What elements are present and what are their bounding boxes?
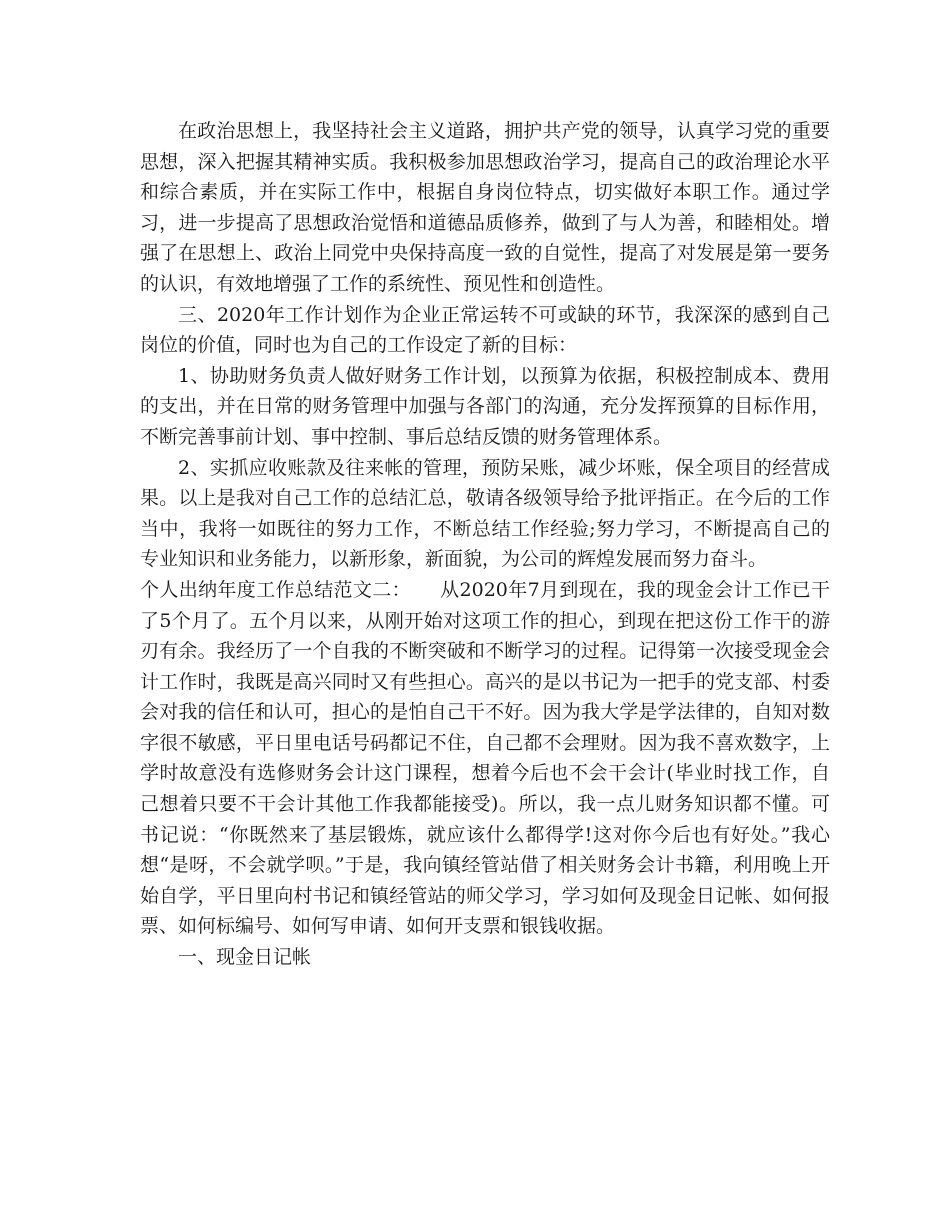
document-body [140,116,830,973]
paragraph-plan-item-2: 2、实抓应收账款及往来帐的管理，预防呆账，减少坏账，保全项目的经营成果。以上是我对自己工作的总结汇总，敬请各级领导给予批评指正。在今后的工作当中，我将一如既往的努力工作，不断总结工作经验;努力学习，不断提高自己的专业知识和业务能力，以新形象，新面貌，为公司的辉煌发展而努力奋斗。 [140,456,830,571]
paragraph-sample-two: 个人出纳年度工作总结范文二： 从2020年7月到现在，我的现金会计工作已干了5个月了。五个月以来，从刚开始对这项工作的担心，到现在把这份工作干的游刃有余。我经历了一个自我的不断突破和不断学习的过程。记得第一次接受现金会计工作时，我既是高兴同时又有些担心。高兴的是以书记为一把手的党支部、村委会对我的信任和认可，担心的是怕自己干不好。因为我大学是学法律的，自知对数字很不敏感，平日里电话号码都记不住，自己都不会理财。因为我不喜欢数字，上学时故意没有选修财务会计这门课程，想着今后也不会干会计(毕业时找工作，自己想着只要不干会计其他工作我都能接受)。所以，我一点儿财务知识都不懂。可书记说：“你既然来了基层锻炼，就应该什么都得学!这对你今后也有好处。”我心想“是呀，不会就学呗。”于是，我向镇经管站借了相关财务会计书籍，利用晚上开始自学，平日里向村书记和镇经管站的师父学习，学习如何及现金日记帐、如何报票、如何标编号、如何写申请、如何开支票和银钱收据。 [140,578,830,938]
paragraph-political-thought: 在政治思想上，我坚持社会主义道路，拥护共产党的领导，认真学习党的重要思想，深入把握其精神实质。我积极参加思想政治学习，提高自己的政治理论水平和综合素质，并在实际工作中，根据自身岗位特点，切实做好本职工作。通过学习，进一步提高了思想政治觉悟和道德品质修养，做到了与人为善，和睦相处。增强了在思想上、政治上同党中央保持高度一致的自觉性，提高了对发展是第一要务的认识，有效地增强了工作的系统性、预见性和创造性。 [140,120,830,295]
paragraph-work-plan-2020: 三、2020年工作计划作为企业正常运转不可或缺的环节，我深深的感到自己岗位的价值，同时也为自己的工作设定了新的目标： [140,303,830,357]
section-heading-cash-journal: 一、现金日记帐 [178,946,312,969]
paragraph-plan-item-1: 1、协助财务负责人做好财务工作计划，以预算为依据，积极控制成本、费用的支出，并在日常的财务管理中加强与各部门的沟通，充分发挥预算的目标作用，不断完善事前计划、事中控制、事后总结反馈的财务管理体系。 [140,364,830,448]
